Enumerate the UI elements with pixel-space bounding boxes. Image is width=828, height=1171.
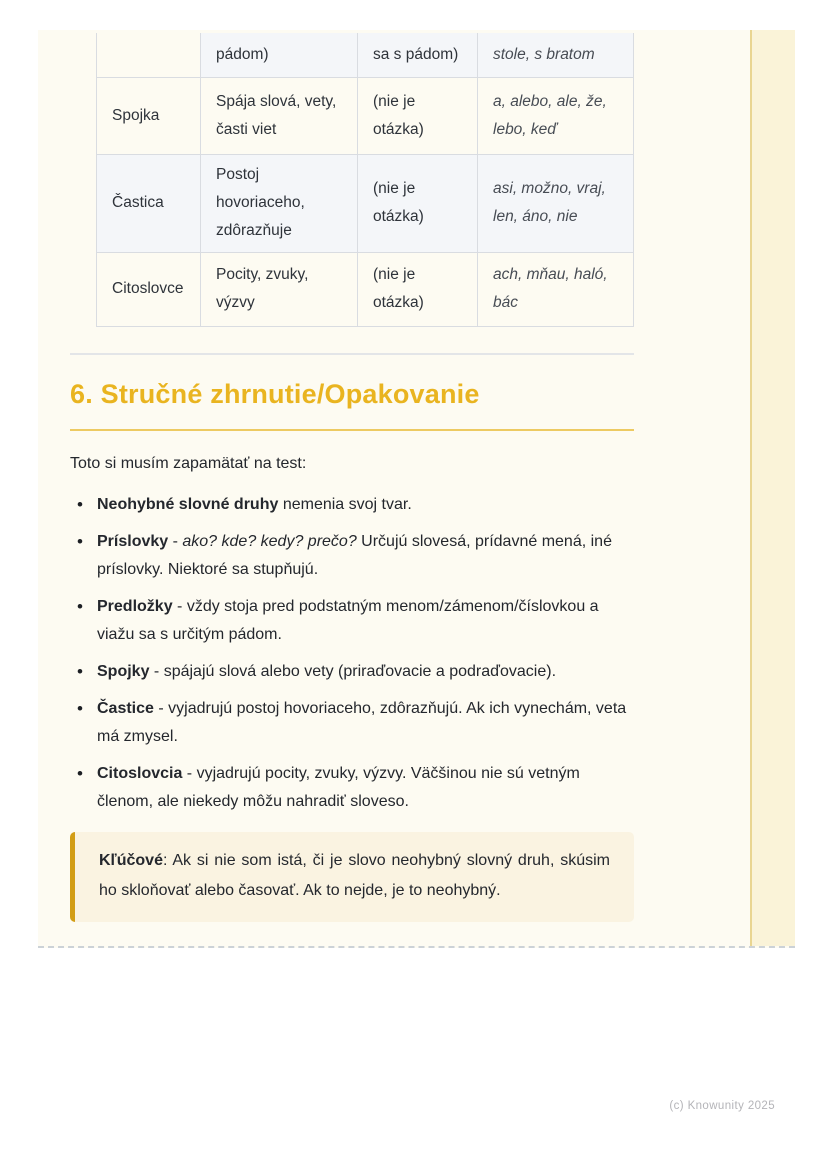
key-callout [70, 832, 634, 922]
table-cell: asi, možno, vraj, len, áno, nie [478, 154, 634, 252]
list-item-term: Citoslovcia [97, 764, 183, 782]
list-item-term: Častice [97, 699, 154, 717]
list-item [70, 528, 634, 584]
table-cell: (nie je otázka) [358, 77, 478, 154]
table-cell: Pocity, zvuky, výzvy [201, 252, 358, 326]
table-row [97, 33, 634, 77]
list-item-term: Príslovky [97, 532, 169, 550]
table-row [97, 154, 634, 252]
table-row [97, 252, 634, 326]
list-item-text: Určujú slovesá, prídavné mená, iné príslovky. Niektoré sa stupňujú. [97, 532, 612, 578]
list-item-text: - vždy stoja pred podstatným menom/zámenom/číslovkou a viažu sa s určitým pádom. [97, 597, 599, 643]
list-item [70, 593, 634, 649]
list-item-term: Neohybné slovné druhy [97, 495, 279, 513]
table-cell: Spája slová, vety, časti viet [201, 77, 358, 154]
page-content [70, 30, 634, 922]
list-item-text: - vyjadrujú postoj hovoriaceho, zdôrazňujú. Ak ich vynechám, veta má zmysel. [97, 699, 627, 745]
callout-label: Kľúčové [99, 851, 163, 869]
table-row [97, 77, 634, 154]
list-item-questions: ako? kde? kedy? prečo? [182, 532, 357, 550]
table-cell [97, 33, 201, 77]
table-cell: (nie je otázka) [358, 252, 478, 326]
table-cell: pádom) [201, 33, 358, 77]
list-item-text: nemenia svoj tvar. [278, 495, 412, 513]
table-cell: Spojka [97, 77, 201, 154]
table-cell: ach, mňau, haló, bác [478, 252, 634, 326]
page-margin-stripe [750, 30, 795, 946]
callout-text: : Ak si nie som istá, či je slovo neohybný slovný druh, skúsim ho skloňovať alebo časovať. Ak to nejde, je to neohybný. [99, 851, 610, 899]
table-cell: a, alebo, ale, že, lebo, keď [478, 77, 634, 154]
table-cell: stole, s bratom [478, 33, 634, 77]
table-cell: (nie je otázka) [358, 154, 478, 252]
copyright-notice: (c) Knowunity 2025 [669, 1100, 775, 1112]
list-item-term: Spojky [97, 662, 150, 680]
list-item-text: - [168, 532, 183, 550]
table-cell: sa s pádom) [358, 33, 478, 77]
list-item [70, 491, 634, 519]
word-classes-table [96, 33, 634, 327]
list-item [70, 658, 634, 686]
section-divider [70, 353, 634, 355]
table-cell: Postoj hovoriaceho, zdôrazňuje [201, 154, 358, 252]
table-cell: Citoslovce [97, 252, 201, 326]
list-item [70, 760, 634, 816]
list-item-term: Predložky [97, 597, 173, 615]
table-cell: Častica [97, 154, 201, 252]
summary-list [70, 491, 634, 816]
intro-text: Toto si musím zapamätať na test: [70, 454, 307, 472]
list-item-text: - spájajú slová alebo vety (priraďovacie a podraďovacie). [149, 662, 557, 680]
list-item-text: - vyjadrujú pocity, zvuky, výzvy. Väčšinou nie sú vetným členom, ale niekedy môžu nahradiť sloveso. [97, 764, 580, 810]
section-title: 6. Stručné zhrnutie/Opakovanie [70, 379, 634, 431]
list-item [70, 695, 634, 751]
document-page [38, 30, 795, 948]
